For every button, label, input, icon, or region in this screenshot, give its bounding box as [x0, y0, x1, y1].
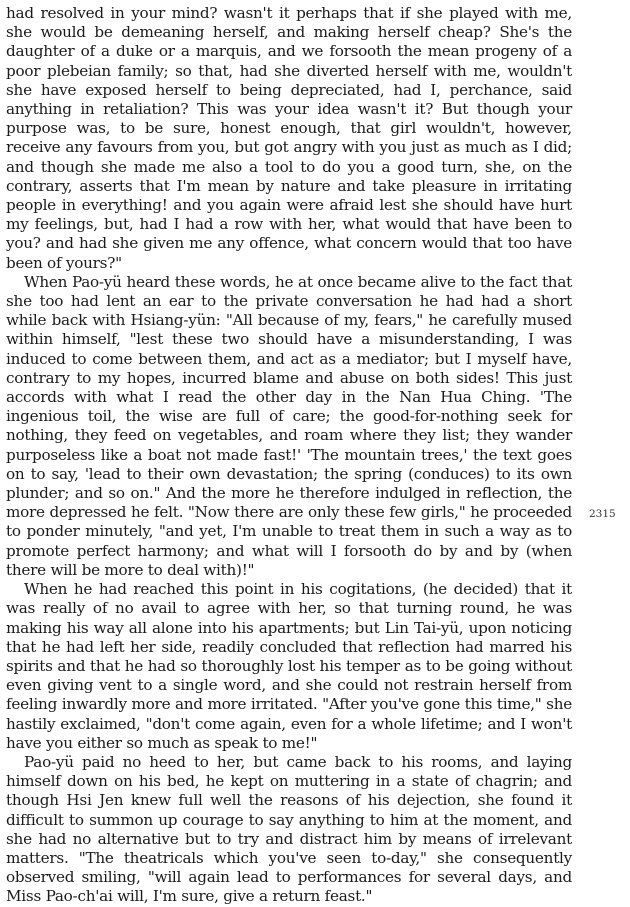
book-page-text [6, 4, 572, 907]
paragraph: When he had reached this point in his cogitations, (he decided) that it was really of no avail to agree with her, so that turning round, he was making his way all alone into his apartments; but Lin Tai-yü, upon noticing that he had left her side, readily concluded that reflection had marred his spirits and that he had so thoroughly lost his temper as to be going without even giving vent to a single word, and she could not restrain herself from feeling inwardly more and more irritated. "After you've gone this time," she hastily exclaimed, "don't come again, even for a whole lifetime; and I won't have you either so much as speak to me!" [6, 580, 572, 752]
paragraph: When Pao-yü heard these words, he at once became alive to the fact that she too had lent an ear to the private conversation he had had a short while back with Hsiang-yün: "All because of my, fears," he carefully mused within himself, "lest these two should have a misunderstanding, I was induced to come between them, and act as a mediator; but I myself have, contrary to my hopes, incurred blame and abuse on both sides! This just accords with what I read the other day in the Nan Hua Ching. 'The ingenious toil, the wise are full of care; the good-for-nothing seek for nothing, they feed on vegetables, and roam where they list; they wander purposeless like a boat not made fast!' 'The mountain trees,' the text goes on to say, 'lead to their own devastation; the spring (conduces) to its own plunder; and so on." And the more he therefore indulged in reflection, the more depressed he felt. "Now there are only these few girls," he proceeded to ponder minutely, "and yet, I'm unable to treat them in such a way as to promote perfect harmony; and what will I forsooth do by and by (when there will be more to deal with)!" [6, 272, 572, 579]
margin-page-number: 2315 [589, 508, 616, 520]
paragraph-continued: had resolved in your mind? wasn't it perhaps that if she played with me, she would be demeaning herself, and making herself cheap? She's the daughter of a duke or a marquis, and we forsooth the mean progeny of a poor plebeian family; so that, had she diverted herself with me, wouldn't she have exposed herself to being depreciated, had I, perchance, said anything in retaliation? This was your idea wasn't it? But though your purpose was, to be sure, honest enough, that girl wouldn't, however, receive any favours from you, but got angry with you just as much as I did; and though she made me also a tool to do you a good turn, she, on the contrary, asserts that I'm mean by nature and take pleasure in irritating people in everything! and you again were afraid lest she should have hurt my feelings, but, had I had a row with her, what would that have been to you? and had she given me any offence, what concern would that too have been of yours?" [6, 4, 572, 272]
paragraph: Pao-yü paid no heed to her, but came back to his rooms, and laying himself down on his bed, he kept on muttering in a state of chagrin; and though Hsi Jen knew full well the reasons of his dejection, she found it difficult to summon up courage to say anything to him at the moment, and she had no alternative but to try and distract him by means of irrelevant matters. "The theatricals which you've seen to-day," she consequently observed smiling, "will again lead to performances for several days, and Miss Pao-ch'ai will, I'm sure, give a return feast." [6, 752, 572, 906]
